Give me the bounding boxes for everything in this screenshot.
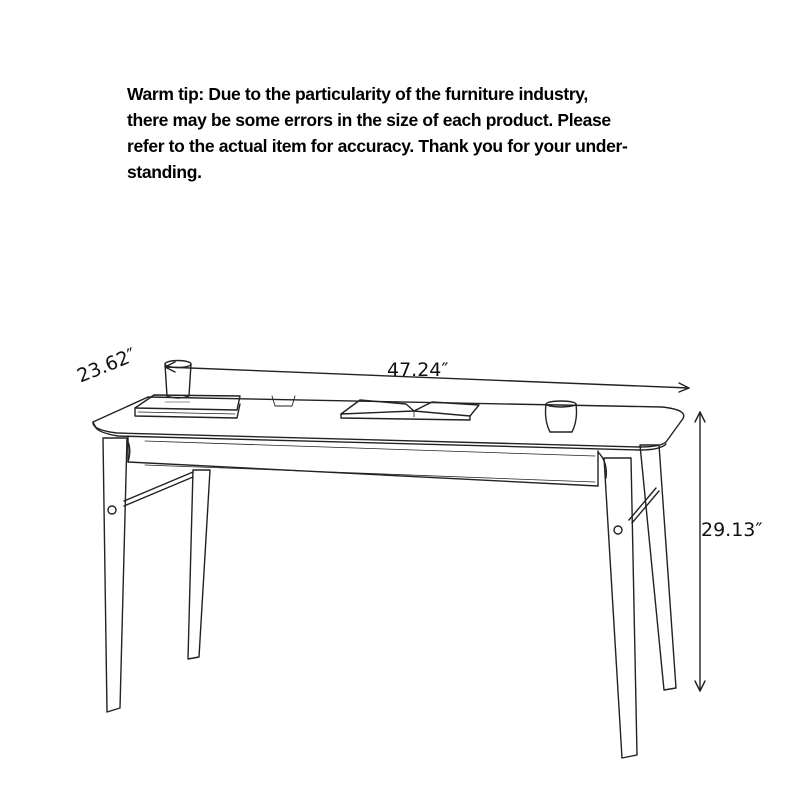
stretcher-rods — [124, 472, 659, 523]
front-right-leg — [604, 458, 637, 758]
width-dimension-label: 47.24″ — [387, 359, 449, 381]
depth-dimension-label: 23.62″ — [74, 343, 140, 388]
height-dimension-line — [695, 412, 705, 691]
back-right-leg — [640, 445, 676, 690]
height-dimension-label: 29.13″ — [701, 519, 763, 541]
glass-cup — [165, 361, 191, 399]
notice-line: there may be some errors in the size of each product. Please — [127, 110, 611, 130]
back-left-leg — [188, 470, 210, 659]
open-book — [341, 400, 479, 420]
notice-line: standing. — [127, 162, 202, 182]
notice-line: Warm tip: Due to the particularity of the furniture industry, — [127, 84, 588, 104]
notice-line: refer to the actual item for accuracy. Thank you for your under- — [127, 136, 628, 156]
front-left-leg — [103, 438, 127, 712]
table-top-outline — [93, 397, 684, 447]
